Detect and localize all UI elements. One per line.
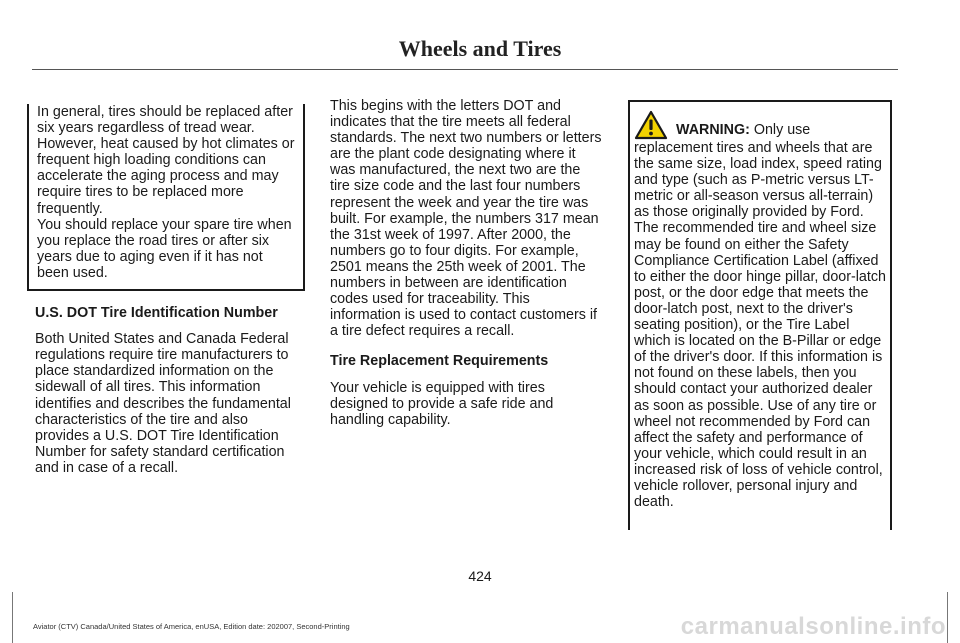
replacement-paragraph: Your vehicle is equipped with tires designed to provide a safe ride and handling capability. [330, 379, 554, 428]
column-left [35, 104, 305, 476]
section-heading-replacement: Tire Replacement Requirements [330, 353, 549, 370]
page-title: Wheels and Tires [398, 36, 562, 61]
watermark: carmanualsonline.info [680, 613, 946, 640]
page-number: 424 [468, 568, 492, 584]
crop-mark-right [947, 592, 948, 643]
crop-mark-left [12, 592, 13, 643]
note-paragraph-2: You should replace your spare tire when you replace the road tires or after six years due to aging even if it has not been used. [37, 216, 292, 281]
dot-id-paragraph: Both United States and Canada Federal regulations require tire manufacturers to place standardized information on the sidewall of all tires. This information identifies and describes the fundamental characteristics of the tire and also provides a U.S. DOT Tire Identification Number for safety standard certification and in case of a recall. [35, 331, 291, 476]
warning-triangle-icon [634, 110, 668, 140]
warning-text: Only use replacement tires and wheels that are the same size, load index, speed rating and type (such as P-metric versus LT-metric or all-season versus all-terrain) as those originally provided by Ford. The recommended tire and wheel size may be found on either the Safety Compliance Certification Label (affixed to either the door hinge pillar, door-latch post, or the door edge that meets the door-latch post, next to the driver's seating position), or the Tire Label which is located on the B-Pillar or edge of the driver's door. If this information is not found on these labels, then you should contact your authorized dealer as soon as possible. Use of any tire or wheel not recommended by Ford can affect the safety and performance of your vehicle, which could result in an increased risk of loss of vehicle control, vehicle rollover, personal injury and death. [634, 122, 886, 511]
warning-label: WARNING: [676, 122, 750, 138]
note-paragraph-1: In general, tires should be replaced after six years regardless of tread wear. However, heat caused by hot climates or frequent high loading conditions can accelerate the aging process and may require tires to be replaced more frequently. [37, 104, 295, 217]
dot-explanation-paragraph: This begins with the letters DOT and indicates that the tire meets all federal standards. The next two numbers or letters are the plant code designating where it was manufactured, the next two are the tire size code and the last four numbers represent the week and year the tire was built. For example, the numbers 317 mean the 31st week of 1997. After 2000, the numbers go to four digits. For example, 2501 means the 25th week of 2001. The numbers in between are identification codes used for traceability. This information is used to contact customers if a tire defect requires a recall. [330, 98, 602, 340]
note-box [27, 104, 305, 291]
section-heading-dot-id: U.S. DOT Tire Identification Number [35, 305, 278, 322]
column-right [628, 100, 892, 530]
edition-footer: Aviator (CTV) Canada/United States of America, enUSA, Edition date: 202007, Second-Printing [33, 622, 350, 631]
warning-box [628, 100, 892, 530]
header-divider [32, 69, 898, 70]
column-middle [330, 98, 602, 428]
warning-paragraph [634, 110, 888, 510]
